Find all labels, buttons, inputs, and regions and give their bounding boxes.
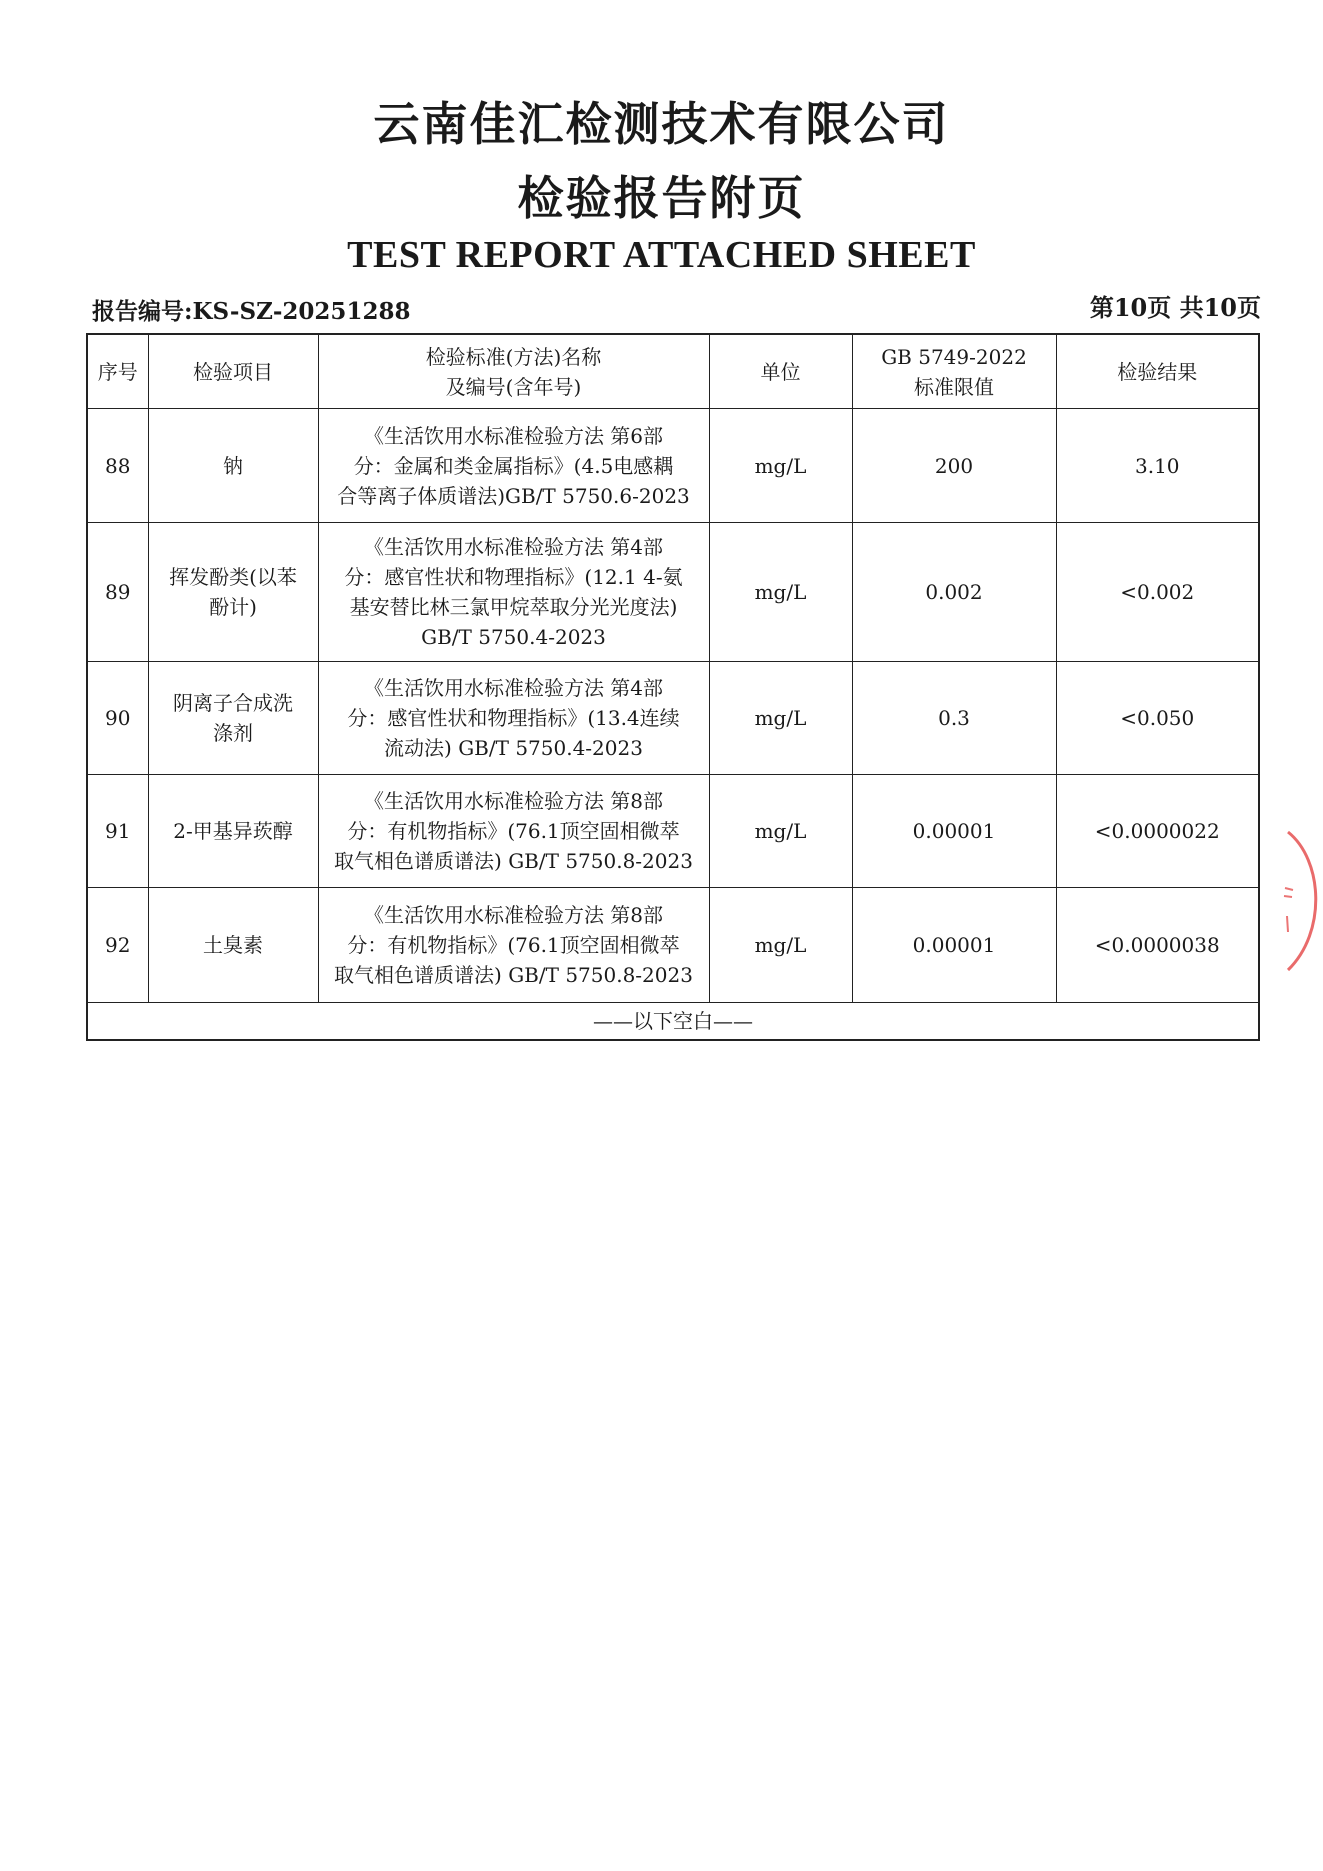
standard-line: 《生活饮用水标准检验方法 第4部 bbox=[363, 676, 664, 700]
item-line: 涤剂 bbox=[213, 721, 253, 745]
standard-line: 分：感官性状和物理指标》(13.4连续 bbox=[347, 706, 680, 730]
header-result: 检验结果 bbox=[1056, 334, 1259, 409]
cell-result: 3.10 bbox=[1056, 409, 1259, 523]
header-seq: 序号 bbox=[87, 334, 148, 409]
seal-arc-icon bbox=[1288, 832, 1316, 970]
report-number: 报告编号:KS-SZ-20251288 bbox=[92, 298, 411, 325]
standard-line: 分：感官性状和物理指标》(12.1 4-氨 bbox=[344, 565, 683, 589]
cell-item bbox=[148, 662, 318, 775]
standard-line: 《生活饮用水标准检验方法 第6部 bbox=[363, 423, 664, 448]
cell-limit: 0.002 bbox=[852, 523, 1056, 662]
cell-result: <0.0000022 bbox=[1056, 775, 1259, 888]
cell-seq: 92 bbox=[87, 888, 148, 1003]
standard-line: 取气相色谱质谱法) GB/T 5750.8-2023 bbox=[334, 963, 693, 987]
item-line: 2-甲基异莰醇 bbox=[173, 819, 293, 843]
cell-unit: mg/L bbox=[709, 523, 852, 662]
cell-item bbox=[148, 409, 318, 523]
seal-mark-icon bbox=[1284, 888, 1293, 932]
cell-result: <0.002 bbox=[1056, 523, 1259, 662]
header-limit-line2: 标准限值 bbox=[914, 374, 994, 399]
standard-line: 合等离子体质谱法)GB/T 5750.6-2023 bbox=[337, 483, 690, 508]
blank-below-row bbox=[87, 1003, 1259, 1041]
blank-below-text: ——以下空白—— bbox=[87, 1003, 1259, 1041]
cell-unit: mg/L bbox=[709, 775, 852, 888]
item-line: 酚计) bbox=[209, 595, 257, 619]
cell-unit: mg/L bbox=[709, 888, 852, 1003]
standard-line: 流动法) GB/T 5750.4-2023 bbox=[384, 736, 643, 760]
standard-line: 分：有机物指标》(76.1顶空固相微萃 bbox=[347, 933, 680, 957]
cell-standard bbox=[318, 523, 709, 662]
header-standard bbox=[318, 334, 709, 409]
header-limit-line1: GB 5749-2022 bbox=[881, 344, 1027, 369]
cell-item bbox=[148, 775, 318, 888]
cell-limit: 0.00001 bbox=[852, 775, 1056, 888]
table-header-row bbox=[87, 334, 1259, 409]
cell-standard bbox=[318, 409, 709, 523]
cell-result: <0.0000038 bbox=[1056, 888, 1259, 1003]
cell-unit: mg/L bbox=[709, 662, 852, 775]
cell-limit: 0.3 bbox=[852, 662, 1056, 775]
cell-limit: 200 bbox=[852, 409, 1056, 523]
cell-seq: 90 bbox=[87, 662, 148, 775]
cell-seq: 88 bbox=[87, 409, 148, 523]
page-info: 第10页 共10页 bbox=[1089, 293, 1261, 322]
table-row bbox=[87, 775, 1259, 888]
header-standard-line1: 检验标准(方法)名称 bbox=[425, 344, 602, 369]
item-line: 阴离子合成洗 bbox=[173, 691, 293, 715]
item-line: 挥发酚类(以苯 bbox=[169, 565, 297, 589]
standard-line: 《生活饮用水标准检验方法 第4部 bbox=[363, 535, 664, 559]
cell-standard bbox=[318, 662, 709, 775]
standard-line: GB/T 5750.4-2023 bbox=[421, 625, 606, 649]
cell-limit: 0.00001 bbox=[852, 888, 1056, 1003]
header-item: 检验项目 bbox=[148, 334, 318, 409]
cell-standard bbox=[318, 775, 709, 888]
cell-unit: mg/L bbox=[709, 409, 852, 523]
table-row bbox=[87, 662, 1259, 775]
cell-seq: 89 bbox=[87, 523, 148, 662]
header-limit bbox=[852, 334, 1056, 409]
table-row bbox=[87, 523, 1259, 662]
standard-line: 《生活饮用水标准检验方法 第8部 bbox=[363, 789, 664, 813]
item-line: 钠 bbox=[223, 453, 243, 478]
cell-item bbox=[148, 888, 318, 1003]
cell-standard bbox=[318, 888, 709, 1003]
test-results-table bbox=[86, 333, 1260, 1041]
standard-line: 《生活饮用水标准检验方法 第8部 bbox=[363, 903, 664, 927]
cell-seq: 91 bbox=[87, 775, 148, 888]
report-subtitle: 检验报告附页 bbox=[517, 171, 806, 225]
table-row bbox=[87, 409, 1259, 523]
standard-line: 基安替比林三氯甲烷萃取分光光度法) bbox=[349, 595, 678, 619]
header-standard-line2: 及编号(含年号) bbox=[445, 374, 582, 399]
cell-result: <0.050 bbox=[1056, 662, 1259, 775]
standard-line: 取气相色谱质谱法) GB/T 5750.8-2023 bbox=[334, 849, 693, 873]
table-row bbox=[87, 888, 1259, 1003]
standard-line: 分：金属和类金属指标》(4.5电感耦 bbox=[353, 453, 674, 478]
english-title: TEST REPORT ATTACHED SHEET bbox=[347, 234, 976, 276]
standard-line: 分：有机物指标》(76.1顶空固相微萃 bbox=[347, 819, 680, 843]
cell-item bbox=[148, 523, 318, 662]
header-unit: 单位 bbox=[709, 334, 852, 409]
company-name: 云南佳汇检测技术有限公司 bbox=[373, 97, 950, 151]
item-line: 土臭素 bbox=[203, 933, 263, 957]
